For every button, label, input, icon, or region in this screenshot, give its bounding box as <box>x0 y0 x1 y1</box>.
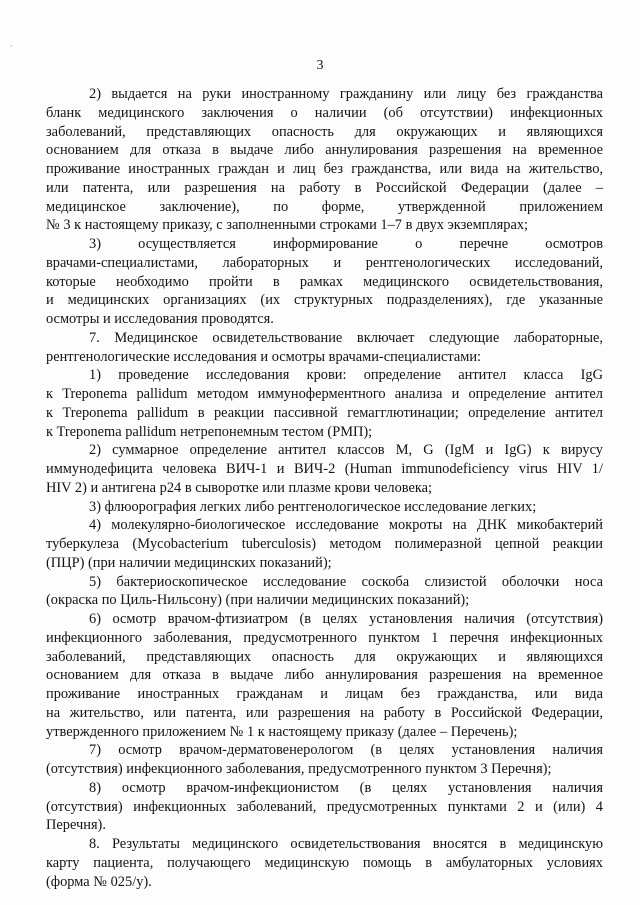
text-line: или патента, или разрешения на работу в Российской Федерации (далее – <box>46 179 603 196</box>
text-line: бланк медицинского заключения о наличии (об отсутствии) инфекционных <box>46 104 603 121</box>
text-line: на жительство, или патента, или разрешения на работу в Российской Федерации, <box>46 704 603 721</box>
text-line: заболеваний, представляющих опасность для окружающих и являющихся <box>46 648 603 665</box>
text-line: основанием для отказа в выдаче либо аннулирования разрешения на временное <box>46 667 603 684</box>
text-line: HIV 2) и антигена p24 в сыворотке или плазме крови человека; <box>46 479 433 496</box>
text-line: (отсутствия) инфекционного заболевания, предусмотренного пунктом 3 Перечня); <box>46 761 552 777</box>
text-line: Перечня). <box>46 817 106 834</box>
text-line: инфекционного заболевания, предусмотренного пунктом 1 перечня инфекционных <box>46 629 603 646</box>
text-line: карту пациента, получающего медицинскую помощь в амбулаторных условиях <box>46 854 603 871</box>
text-line: 6) осмотр врачом-фтизиатром (в целях установления наличия (отсутствия) <box>89 611 603 627</box>
text-line: иммунодефицита человека ВИЧ-1 и ВИЧ-2 (Human immunodeficiency virus HIV 1/ <box>46 461 603 477</box>
text-line: 3) осуществляется информирование о перечне осмотров <box>89 236 603 252</box>
text-line: 4) молекулярно-биологическое исследование мокроты на ДНК микобактерий <box>89 517 603 534</box>
text-line: 3) флюорография легких либо рентгенологическое исследование легких; <box>89 498 537 515</box>
text-line: к Treponema pallidum методом иммуноферментного анализа и определение антител <box>46 386 603 402</box>
text-line: 8) осмотр врачом-инфекционистом (в целях установления наличия <box>89 779 603 796</box>
text-line: 2) выдается на руки иностранному гражданину или лицу без гражданства <box>89 86 603 102</box>
text-line: (окраска по Циль-Нильсону) (при наличии медицинских показаний); <box>46 592 470 609</box>
text-line: проживание иностранных граждан и лиц без гражданства, или вида на жительство, <box>46 161 603 177</box>
text-line: (отсутствия) инфекционных заболеваний, предусмотренных пунктами 2 и (или) 4 <box>46 798 603 815</box>
page-number: 3 <box>316 58 324 73</box>
text-line: 2) суммарное определение антител классов M, G (IgM и IgG) к вирусу <box>89 442 603 459</box>
text-line: которые необходимо пройти в рамках медицинского освидетельствования, <box>46 273 603 290</box>
text-line: 8. Результаты медицинского освидетельствования вносятся в медицинскую <box>89 836 603 852</box>
text-line: основанием для отказа в выдаче либо аннулирования разрешения на временное <box>46 142 603 159</box>
text-line: (форма № 025/у). <box>46 873 152 890</box>
text-line: 7. Медицинское освидетельствование включает следующие лабораторные, <box>89 329 603 346</box>
text-line: заболеваний, представляющих опасность для окружающих и являющихся <box>46 123 603 140</box>
text-line: 1) проведение исследования крови: определение антител класса IgG <box>89 367 603 384</box>
text-line: к Treponema pallidum в реакции пассивной гемагглютинации; определение антител <box>46 404 603 421</box>
text-line: медицинское заключение), по форме, утвержденной приложением <box>46 198 603 215</box>
text-line: врачами-специалистами, лабораторных и рентгенологических исследований, <box>46 254 603 271</box>
text-line: 7) осмотр врачом-дерматовенерологом (в целях установления наличия <box>89 742 603 759</box>
text-line: (ПЦР) (при наличии медицинских показаний); <box>46 554 332 571</box>
text-line: утвержденного приложением № 1 к настоящему приказу (далее – Перечень); <box>46 723 518 740</box>
text-line: проживание иностранных гражданам и лицам без гражданства, или вида <box>46 686 603 702</box>
text-line: 5) бактериоскопическое исследование соскоба слизистой оболочки носа <box>89 573 603 590</box>
text-line: № 3 к настоящему приказу, с заполненными строками 1–7 в двух экземплярах; <box>46 217 529 234</box>
text-line: осмотры и исследования проводятся. <box>46 311 274 327</box>
text-line: рентгенологические исследования и осмотры врачами-специалистами: <box>46 348 482 365</box>
text-line: и медицинских организациях (их структурных подразделениях), где указанные <box>46 292 603 309</box>
text-line: к Treponema pallidum нетрепонемным тестом (РМП); <box>46 423 373 440</box>
text-line: туберкулеза (Mycobacterium tuberculosis) методом полимеразной цепной реакции <box>46 536 603 552</box>
document-body <box>46 85 603 891</box>
margin-mark: · <box>10 42 13 51</box>
